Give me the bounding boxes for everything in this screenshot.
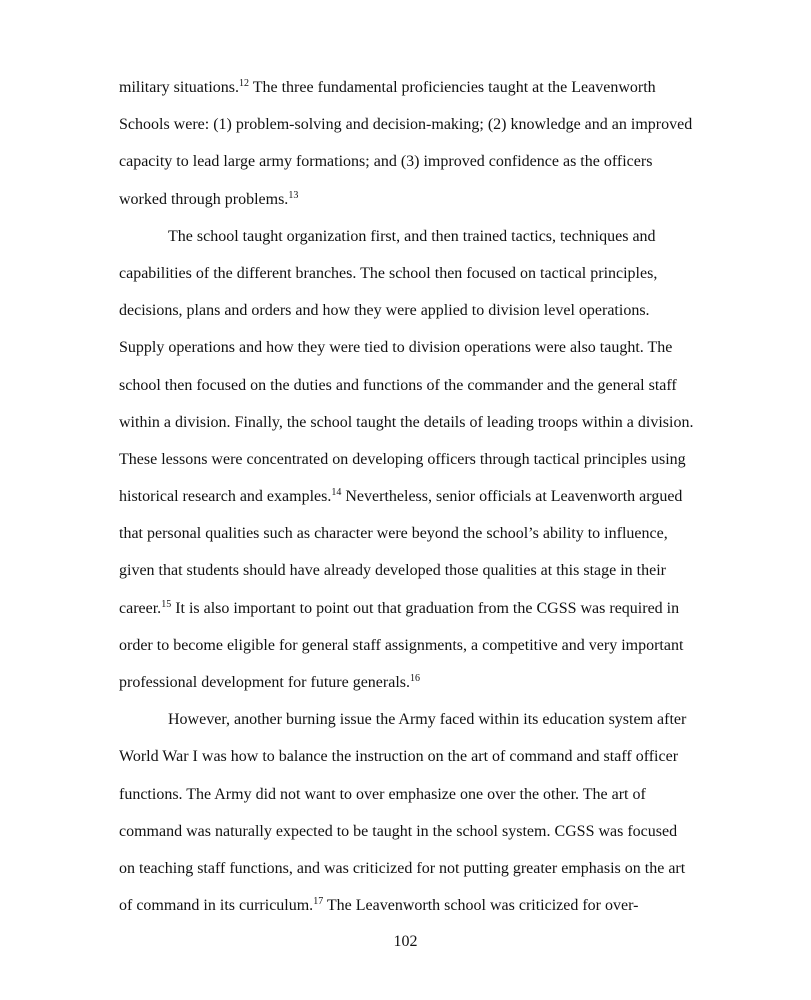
text-line: decisions, plans and orders and how they were applied to division level operations.	[119, 302, 650, 320]
text-line: of command in its curriculum.$^{17}$ The Leavenworth school was criticized for over-	[119, 896, 639, 915]
text-line: given that students should have already developed those qualities at this stage in their	[119, 562, 666, 580]
text-line: Supply operations and how they were tied to division operations were also taught. The	[119, 339, 673, 357]
text-line: on teaching staff functions, and was criticized for not putting greater emphasis on the art	[119, 859, 686, 877]
text-line: capacity to lead large army formations; and (3) improved confidence as the officers	[119, 153, 653, 171]
text-line: career.$^{15}$ It is also important to point out that graduation from the CGSS was required in	[119, 598, 680, 617]
text-line: professional development for future generals.$^{16}$	[119, 673, 421, 691]
text-line: school then focused on the duties and functions of the commander and the general staff	[119, 376, 677, 394]
text-line: functions. The Army did not want to over emphasize one over the other. The art of	[119, 785, 646, 803]
text-line: These lessons were concentrated on developing officers through tactical principles using	[119, 450, 686, 468]
document-body	[119, 69, 709, 924]
paragraph-first-line: The school taught organization first, and then trained tactics, techniques and	[168, 227, 656, 245]
text-line: capabilities of the different branches. The school then focused on tactical principles,	[119, 264, 658, 282]
text-line: military situations.$^{12}$ The three fundamental proficiencies taught at the Leavenworth	[119, 78, 656, 96]
footnote-marker: 13	[288, 189, 299, 201]
footnote-marker: 16	[410, 673, 421, 684]
footnote-marker: 12	[239, 78, 249, 89]
paragraph-first-line: However, another burning issue the Army faced within its education system after	[168, 711, 687, 729]
text-line: order to become eligible for general staff assignments, a competitive and very important	[119, 636, 684, 654]
footnote-marker: 15	[161, 598, 172, 610]
text-line: historical research and examples.$^{14}$ Nevertheless, senior officials at Leavenworth argued	[119, 487, 683, 506]
footnote-marker: 17	[313, 896, 324, 908]
text-line: command was naturally expected to be taught in the school system. CGSS was focused	[119, 822, 678, 840]
footnote-marker: 14	[331, 487, 342, 499]
text-line: Schools were: (1) problem-solving and decision-making; (2) knowledge and an improved	[119, 116, 693, 134]
text-line: within a division. Finally, the school taught the details of leading troops within a division.	[119, 413, 694, 431]
text-line: worked through problems.$^{13}$	[119, 189, 299, 208]
text-line: that personal qualities such as character were beyond the school’s ability to influence,	[119, 525, 668, 543]
text-line: World War I was how to balance the instruction on the art of command and staff officer	[119, 748, 679, 766]
page-number: 102	[393, 933, 418, 950]
